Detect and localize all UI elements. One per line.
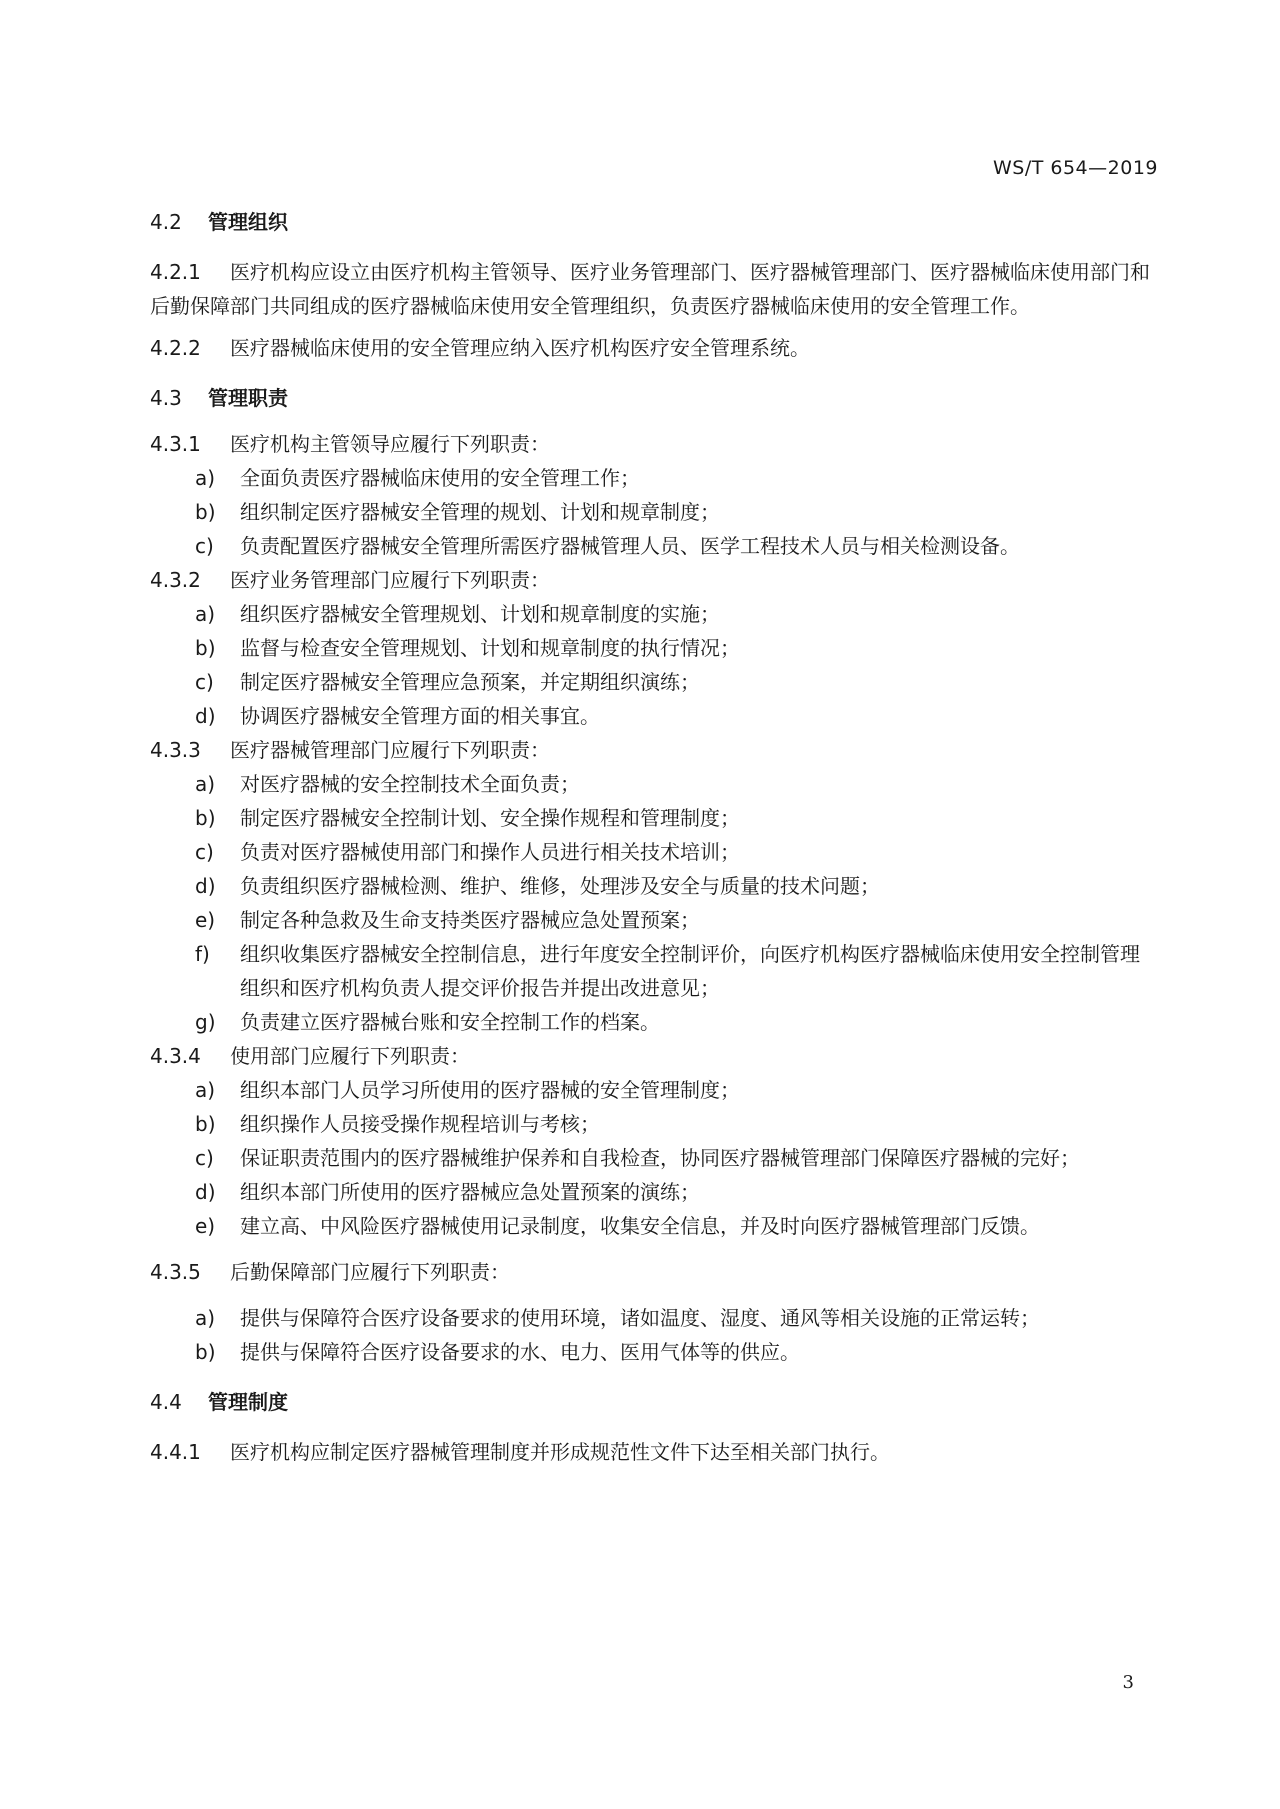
list-item	[195, 529, 1150, 563]
section-title: 管理职责	[208, 386, 288, 410]
clause-text: 医疗器械临床使用的安全管理应纳入医疗机构医疗安全管理系统。	[230, 336, 810, 360]
item-label: f)	[195, 942, 210, 966]
list-item	[195, 1209, 1150, 1243]
item-text: 组织本部门所使用的医疗器械应急处置预案的演练；	[240, 1180, 700, 1204]
list-item	[195, 597, 1150, 631]
standard-code: WS/T 654—2019	[992, 157, 1158, 179]
section-title: 管理制度	[208, 1390, 288, 1414]
item-text: 提供与保障符合医疗设备要求的水、电力、医用气体等的供应。	[240, 1340, 800, 1364]
list-item	[195, 1107, 1150, 1141]
item-label: e)	[195, 1214, 216, 1238]
item-text: 对医疗器械的安全控制技术全面负责；	[240, 772, 580, 796]
clause	[150, 733, 1150, 767]
section-heading	[150, 381, 1150, 415]
clause	[150, 1255, 1150, 1289]
item-text: 组织制定医疗器械安全管理的规划、计划和规章制度；	[240, 500, 720, 524]
item-text: 制定医疗器械安全控制计划、安全操作规程和管理制度；	[240, 806, 740, 830]
item-label: d)	[195, 874, 216, 898]
document-body	[150, 205, 1150, 1469]
clause-text: 医疗器械管理部门应履行下列职责：	[230, 738, 550, 762]
list-item	[195, 699, 1150, 733]
list-item	[195, 835, 1150, 869]
clause-number: 4.2.1	[150, 260, 201, 284]
list-item	[195, 1175, 1150, 1209]
item-label: b)	[195, 636, 216, 660]
section-heading	[150, 205, 1150, 239]
item-label: a)	[195, 772, 216, 796]
list-item	[195, 869, 1150, 903]
section-heading	[150, 1385, 1150, 1419]
clause-number: 4.2.2	[150, 336, 201, 360]
section-number: 4.4	[150, 1390, 182, 1414]
clause-text: 医疗机构主管领导应履行下列职责：	[230, 432, 550, 456]
item-text: 负责组织医疗器械检测、维护、维修，处理涉及安全与质量的技术问题；	[240, 874, 880, 898]
list-item	[195, 1073, 1150, 1107]
list-item	[195, 1005, 1150, 1039]
item-text: 提供与保障符合医疗设备要求的使用环境，诸如温度、湿度、通风等相关设施的正常运转；	[240, 1306, 1040, 1330]
item-text: 负责对医疗器械使用部门和操作人员进行相关技术培训；	[240, 840, 740, 864]
item-label: d)	[195, 704, 216, 728]
item-label: a)	[195, 602, 216, 626]
item-label: b)	[195, 500, 216, 524]
clause	[150, 1039, 1150, 1073]
page-number: 3	[1122, 1672, 1134, 1693]
item-label: a)	[195, 466, 216, 490]
list-item	[195, 461, 1150, 495]
item-text: 组织收集医疗器械安全控制信息，进行年度安全控制评价，向医疗机构医疗器械临床使用安全控制管理组织和医疗机构负责人提交评价报告并提出改进意见；	[240, 942, 1140, 1000]
item-text: 建立高、中风险医疗器械使用记录制度，收集安全信息，并及时向医疗器械管理部门反馈。	[240, 1214, 1040, 1238]
clause-number: 4.4.1	[150, 1440, 201, 1464]
list-item	[195, 665, 1150, 699]
list-item	[195, 903, 1150, 937]
item-text: 组织操作人员接受操作规程培训与考核；	[240, 1112, 600, 1136]
clause-text: 医疗机构应设立由医疗机构主管领导、医疗业务管理部门、医疗器械管理部门、医疗器械临床使用部门和后勤保障部门共同组成的医疗器械临床使用安全管理组织，负责医疗器械临床使用的安全管理工作。	[150, 260, 1150, 318]
item-text: 制定医疗器械安全管理应急预案，并定期组织演练；	[240, 670, 700, 694]
clause	[150, 331, 1150, 365]
clause-text: 医疗机构应制定医疗器械管理制度并形成规范性文件下达至相关部门执行。	[230, 1440, 890, 1464]
clause	[150, 1435, 1150, 1469]
list-item	[195, 801, 1150, 835]
list-item	[195, 1301, 1150, 1335]
item-label: c)	[195, 840, 214, 864]
item-text: 保证职责范围内的医疗器械维护保养和自我检查，协同医疗器械管理部门保障医疗器械的完好；	[240, 1146, 1080, 1170]
clause-text: 后勤保障部门应履行下列职责：	[230, 1260, 510, 1284]
item-text: 制定各种急救及生命支持类医疗器械应急处置预案；	[240, 908, 700, 932]
list-item	[195, 631, 1150, 665]
clause	[150, 427, 1150, 461]
clause-text: 医疗业务管理部门应履行下列职责：	[230, 568, 550, 592]
item-text: 协调医疗器械安全管理方面的相关事宜。	[240, 704, 600, 728]
clause	[150, 255, 1150, 323]
list-item	[195, 495, 1150, 529]
item-text: 负责配置医疗器械安全管理所需医疗器械管理人员、医学工程技术人员与相关检测设备。	[240, 534, 1020, 558]
clause-text: 使用部门应履行下列职责：	[230, 1044, 470, 1068]
section-number: 4.2	[150, 210, 182, 234]
item-text: 组织医疗器械安全管理规划、计划和规章制度的实施；	[240, 602, 720, 626]
item-text: 全面负责医疗器械临床使用的安全管理工作；	[240, 466, 640, 490]
item-text: 组织本部门人员学习所使用的医疗器械的安全管理制度；	[240, 1078, 740, 1102]
clause	[150, 563, 1150, 597]
list-item	[195, 1335, 1150, 1369]
clause-number: 4.3.4	[150, 1044, 201, 1068]
item-label: b)	[195, 1112, 216, 1136]
item-label: c)	[195, 670, 214, 694]
item-label: a)	[195, 1306, 216, 1330]
item-label: d)	[195, 1180, 216, 1204]
item-label: b)	[195, 806, 216, 830]
item-label: a)	[195, 1078, 216, 1102]
item-label: c)	[195, 1146, 214, 1170]
item-label: c)	[195, 534, 214, 558]
list-item	[195, 767, 1150, 801]
clause-number: 4.3.5	[150, 1260, 201, 1284]
section-title: 管理组织	[208, 210, 288, 234]
section-number: 4.3	[150, 386, 182, 410]
clause-number: 4.3.3	[150, 738, 201, 762]
clause-number: 4.3.1	[150, 432, 201, 456]
list-item	[195, 1141, 1150, 1175]
item-label: g)	[195, 1010, 216, 1034]
item-text: 监督与检查安全管理规划、计划和规章制度的执行情况；	[240, 636, 740, 660]
clause-number: 4.3.2	[150, 568, 201, 592]
item-text: 负责建立医疗器械台账和安全控制工作的档案。	[240, 1010, 660, 1034]
item-label: e)	[195, 908, 216, 932]
list-item	[195, 937, 1150, 1005]
item-label: b)	[195, 1340, 216, 1364]
